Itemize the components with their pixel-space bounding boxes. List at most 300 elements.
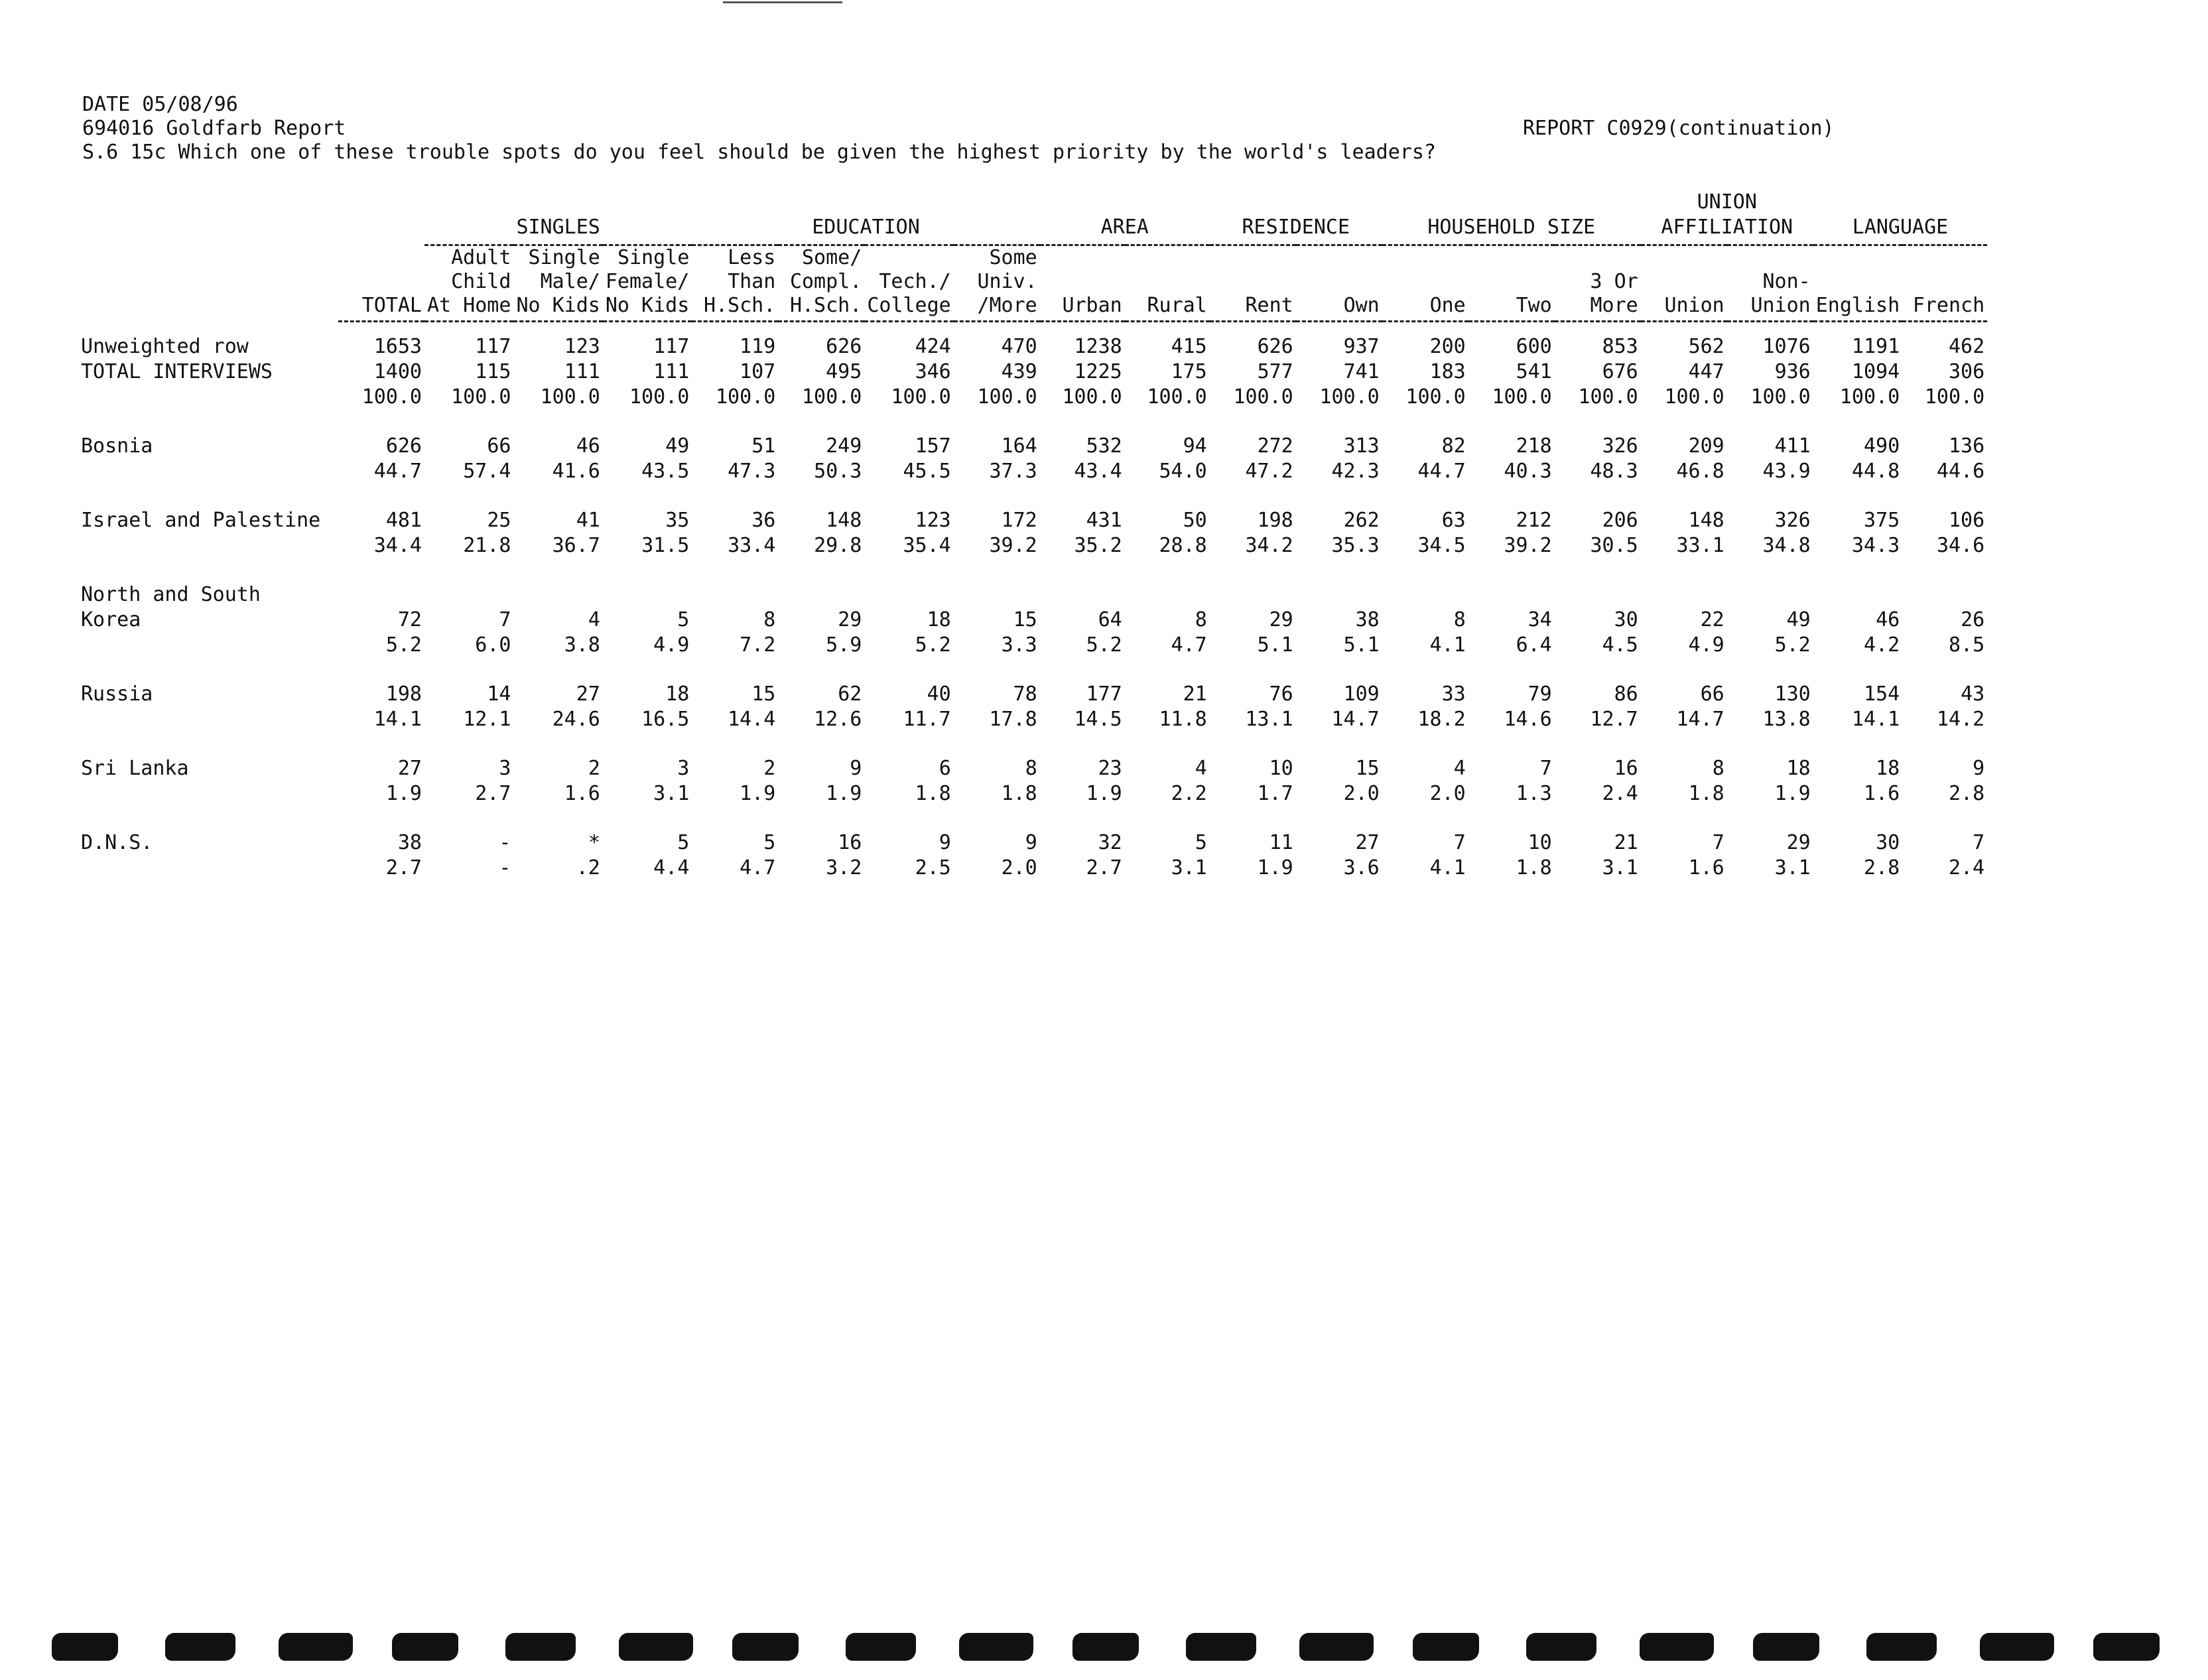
table-cell: 3.1 — [1602, 856, 1638, 879]
table-cell: 164 — [1001, 434, 1037, 458]
table-cell: 18 — [1786, 757, 1811, 780]
table-cell: 14.1 — [373, 708, 422, 731]
table-cell: 2.5 — [915, 856, 951, 879]
table-cell: 100.0 — [1839, 385, 1900, 409]
table-cell: 43.5 — [641, 460, 690, 483]
table-cell: 100.0 — [629, 385, 690, 409]
table-cell: 1.6 — [1864, 782, 1900, 805]
table-cell: 2.8 — [1864, 856, 1900, 879]
column-header-row — [78, 245, 1987, 322]
table-cell: 29.8 — [814, 534, 862, 557]
row-label: Sri Lanka — [81, 757, 189, 780]
table-cell: 8 — [1025, 757, 1037, 780]
table-cell: 123 — [564, 335, 600, 358]
table-cell: 47.2 — [1245, 460, 1293, 483]
table-cell: 7 — [1712, 831, 1724, 854]
table-cell: 1.8 — [1688, 782, 1724, 805]
table-cell: 30 — [1876, 831, 1900, 854]
table-cell: 23 — [1098, 757, 1122, 780]
report-title: 694016 Goldfarb Report — [82, 117, 346, 140]
table-cell: 3 — [499, 757, 511, 780]
table-cell: 4.7 — [740, 856, 776, 879]
table-cell: 94 — [1183, 434, 1207, 458]
table-cell: 1.8 — [915, 782, 951, 805]
row-label: North and South — [81, 583, 261, 606]
table-cell: 2 — [763, 757, 776, 780]
table-cell: 262 — [1343, 509, 1380, 532]
table-cell: 17.8 — [989, 708, 1037, 731]
table-cell: 2.7 — [475, 782, 511, 805]
table-cell: 431 — [1086, 509, 1122, 532]
table-cell: 106 — [1949, 509, 1985, 532]
table-cell: 326 — [1602, 434, 1638, 458]
table-cell: - — [499, 856, 511, 879]
table-cell: 100.0 — [1664, 385, 1724, 409]
column-group-header — [338, 190, 424, 245]
table-cell: 47.3 — [728, 460, 776, 483]
table-cell: 29 — [1786, 831, 1811, 854]
table-cell: 11 — [1269, 831, 1293, 854]
column-header: Less Than H.Sch. — [692, 245, 778, 322]
table-cell: 82 — [1441, 434, 1466, 458]
table-cell: 130 — [1774, 682, 1811, 706]
table-cell: 411 — [1774, 434, 1811, 458]
column-group-header: UNION AFFILIATION — [1641, 190, 1813, 245]
table-row — [78, 322, 1987, 360]
table-cell: - — [499, 831, 511, 854]
table-row — [78, 508, 1987, 533]
table-cell: 54.0 — [1159, 460, 1207, 483]
feed-hole-mark — [1866, 1633, 1937, 1661]
row-label — [78, 533, 338, 558]
table-cell: 1.9 — [385, 782, 422, 805]
table-cell: 33.1 — [1676, 534, 1724, 557]
table-cell: 1.9 — [1086, 782, 1122, 805]
table-cell: 415 — [1171, 335, 1207, 358]
table-cell: 4.4 — [653, 856, 690, 879]
table-cell: 57.4 — [463, 460, 511, 483]
table-cell: 34.2 — [1245, 534, 1293, 557]
table-cell: 100.0 — [451, 385, 511, 409]
table-cell: 8 — [763, 608, 776, 631]
table-cell: 18 — [1876, 757, 1900, 780]
feed-hole-mark — [1186, 1633, 1256, 1661]
table-cell: 212 — [1516, 509, 1552, 532]
table-cell: 853 — [1602, 335, 1638, 358]
table-cell: 7.2 — [740, 633, 776, 657]
table-cell: 1076 — [1762, 335, 1811, 358]
table-row — [78, 830, 1987, 856]
table-cell: 462 — [1949, 335, 1985, 358]
table-cell: 5.2 — [915, 633, 951, 657]
table-cell: 16.5 — [641, 708, 690, 731]
row-label — [78, 707, 338, 732]
column-header: Tech./ College — [864, 245, 953, 322]
column-group-header: SINGLES — [424, 190, 692, 245]
table-cell: 198 — [385, 682, 422, 706]
table-cell: 32 — [1098, 831, 1122, 854]
table-cell: 36 — [751, 509, 776, 532]
table-cell: 2.0 — [1429, 782, 1466, 805]
table-cell: 100.0 — [1750, 385, 1811, 409]
table-cell: 48.3 — [1590, 460, 1638, 483]
table-row — [78, 856, 1987, 881]
table-cell: 107 — [740, 360, 776, 383]
table-cell: 14.4 — [728, 708, 776, 731]
table-cell: 148 — [826, 509, 862, 532]
table-cell: 3 — [677, 757, 690, 780]
column-header: Urban — [1040, 245, 1125, 322]
table-cell: 100.0 — [1578, 385, 1638, 409]
column-group-header: LANGUAGE — [1813, 190, 1987, 245]
table-cell: 7 — [499, 608, 511, 631]
table-cell: 1653 — [373, 335, 422, 358]
table-cell: 100.0 — [891, 385, 951, 409]
feed-hole-mark — [846, 1633, 916, 1661]
table-cell: 50.3 — [814, 460, 862, 483]
table-cell: 2 — [588, 757, 600, 780]
table-cell: 1.9 — [1774, 782, 1811, 805]
table-cell: 3.3 — [1001, 633, 1037, 657]
table-cell: 38 — [1355, 608, 1380, 631]
table-cell: 7 — [1973, 831, 1985, 854]
row-label-header — [78, 245, 338, 322]
table-cell: 1.8 — [1516, 856, 1552, 879]
table-cell: 9 — [1025, 831, 1037, 854]
table-cell: 2.7 — [385, 856, 422, 879]
table-cell: 100.0 — [540, 385, 600, 409]
row-label: D.N.S. — [81, 831, 153, 854]
row-label-header — [78, 190, 338, 245]
table-cell: 313 — [1343, 434, 1380, 458]
table-cell: 2.8 — [1949, 782, 1985, 805]
table-cell: 44.7 — [1417, 460, 1466, 483]
table-cell: 26 — [1961, 608, 1985, 631]
table-cell: 119 — [740, 335, 776, 358]
table-cell: 5.1 — [1257, 633, 1293, 657]
column-header: Single Female/ No Kids — [603, 245, 692, 322]
table-cell: 13.8 — [1762, 708, 1811, 731]
table-cell: 34.4 — [373, 534, 422, 557]
feed-hole-mark — [1072, 1633, 1139, 1661]
table-cell: 43.4 — [1074, 460, 1122, 483]
table-cell: 44.6 — [1936, 460, 1985, 483]
table-cell: 13.1 — [1245, 708, 1293, 731]
table-cell: 2.2 — [1171, 782, 1207, 805]
table-cell: 35.3 — [1331, 534, 1380, 557]
column-group-header: EDUCATION — [692, 190, 1039, 245]
table-cell: 1238 — [1074, 335, 1122, 358]
table-cell: 481 — [385, 509, 422, 532]
table-cell: 14.2 — [1936, 708, 1985, 731]
table-cell: 14.5 — [1074, 708, 1122, 731]
table-cell: 626 — [385, 434, 422, 458]
table-cell: 11.7 — [903, 708, 951, 731]
table-cell: 16 — [838, 831, 862, 854]
table-cell: 626 — [826, 335, 862, 358]
table-cell: 46.8 — [1676, 460, 1724, 483]
table-cell: 100.0 — [1492, 385, 1552, 409]
table-cell: 62 — [838, 682, 862, 706]
row-label — [78, 459, 338, 484]
feed-hole-mark — [1526, 1633, 1596, 1661]
row-spacer — [78, 732, 1987, 756]
table-cell: 46 — [1876, 608, 1900, 631]
table-cell: 46 — [576, 434, 600, 458]
table-cell: 76 — [1269, 682, 1293, 706]
table-cell: 4.1 — [1429, 856, 1466, 879]
table-cell: 15 — [1355, 757, 1380, 780]
table-cell: 117 — [653, 335, 690, 358]
table-cell: 100.0 — [1924, 385, 1985, 409]
column-header: Two — [1468, 245, 1555, 322]
table-cell: 40 — [927, 682, 951, 706]
feed-hole-mark — [732, 1633, 799, 1661]
table-cell: 3.6 — [1343, 856, 1380, 879]
table-cell: 5 — [763, 831, 776, 854]
table-cell: 100.0 — [977, 385, 1037, 409]
column-group-header: HOUSEHOLD SIZE — [1382, 190, 1641, 245]
row-spacer — [78, 658, 1987, 682]
table-cell: 272 — [1257, 434, 1293, 458]
feed-hole-mark — [1980, 1633, 2054, 1661]
table-row — [78, 682, 1987, 707]
table-cell: 35.2 — [1074, 534, 1122, 557]
table-cell: 209 — [1688, 434, 1724, 458]
table-cell: 3.1 — [653, 782, 690, 805]
table-cell: 1.3 — [1516, 782, 1552, 805]
table-cell: 5.1 — [1343, 633, 1380, 657]
feed-hole-mark — [392, 1633, 458, 1661]
table-cell: 175 — [1171, 360, 1207, 383]
row-label: Israel and Palestine — [81, 509, 321, 532]
row-label — [78, 633, 338, 658]
row-spacer — [78, 484, 1987, 508]
row-label: Unweighted row — [81, 335, 249, 358]
table-cell: 439 — [1001, 360, 1037, 383]
table-cell: 33 — [1441, 682, 1466, 706]
table-cell: 21.8 — [463, 534, 511, 557]
table-cell: 7 — [1453, 831, 1466, 854]
table-cell: 8 — [1453, 608, 1466, 631]
table-cell: 18.2 — [1417, 708, 1466, 731]
table-cell: 18 — [665, 682, 690, 706]
table-cell: 5 — [1195, 831, 1207, 854]
table-cell: 111 — [564, 360, 600, 383]
table-cell: 34.3 — [1851, 534, 1900, 557]
feed-hole-mark — [52, 1633, 118, 1661]
table-cell: 4.2 — [1864, 633, 1900, 657]
table-cell: 24.6 — [552, 708, 600, 731]
table-cell: 157 — [915, 434, 951, 458]
column-header: TOTAL — [338, 245, 424, 322]
table-cell: 1.8 — [1001, 782, 1037, 805]
table-cell: * — [588, 831, 600, 854]
row-label: Korea — [81, 608, 141, 631]
column-header: English — [1813, 245, 1902, 322]
table-cell: 29 — [838, 608, 862, 631]
row-label: Russia — [81, 682, 153, 706]
table-cell: 21 — [1614, 831, 1638, 854]
table-cell: 6.0 — [475, 633, 511, 657]
table-cell: 100.0 — [1319, 385, 1380, 409]
table-cell: 115 — [475, 360, 511, 383]
table-cell: 78 — [1013, 682, 1037, 706]
table-cell: 2.0 — [1343, 782, 1380, 805]
scan-artifact-line — [723, 1, 842, 3]
table-cell: 4.1 — [1429, 633, 1466, 657]
table-cell: 4 — [1453, 757, 1466, 780]
table-cell: 3.1 — [1774, 856, 1811, 879]
table-cell: 15 — [1013, 608, 1037, 631]
table-cell: 4.9 — [653, 633, 690, 657]
table-cell: 2.0 — [1001, 856, 1037, 879]
survey-question: S.6 15c Which one of these trouble spots do you feel should be given the highest priority by the world's leaders? — [82, 141, 1436, 164]
table-cell: 249 — [826, 434, 862, 458]
table-cell: 51 — [751, 434, 776, 458]
table-cell: 100.0 — [802, 385, 862, 409]
table-cell: 27 — [397, 757, 422, 780]
column-group-row — [78, 190, 1987, 245]
table-cell: 38 — [397, 831, 422, 854]
column-header: 3 Or More — [1555, 245, 1641, 322]
table-cell: 1094 — [1851, 360, 1900, 383]
table-cell: 9 — [1973, 757, 1985, 780]
column-header: French — [1902, 245, 1987, 322]
table-cell: 29 — [1269, 608, 1293, 631]
table-cell: 4 — [588, 608, 600, 631]
table-cell: 44.8 — [1851, 460, 1900, 483]
table-cell: 100.0 — [716, 385, 776, 409]
table-cell: 1.9 — [740, 782, 776, 805]
column-header: Rural — [1125, 245, 1210, 322]
table-cell: 11.8 — [1159, 708, 1207, 731]
table-cell: 72 — [397, 608, 422, 631]
table-cell: 27 — [576, 682, 600, 706]
table-cell: 49 — [665, 434, 690, 458]
table-cell: 5.2 — [1774, 633, 1811, 657]
table-cell: 5 — [677, 608, 690, 631]
table-row — [78, 459, 1987, 484]
table-cell: 4.5 — [1602, 633, 1638, 657]
feed-hole-mark — [1413, 1633, 1479, 1661]
column-header: One — [1382, 245, 1468, 322]
table-row — [78, 756, 1987, 781]
table-cell: 40.3 — [1504, 460, 1552, 483]
table-cell: 5.9 — [826, 633, 862, 657]
table-cell: 18 — [927, 608, 951, 631]
table-cell: 43.9 — [1762, 460, 1811, 483]
table-cell: 63 — [1441, 509, 1466, 532]
table-row — [78, 608, 1987, 633]
column-header: Adult Child At Home — [424, 245, 513, 322]
feed-hole-mark — [165, 1633, 235, 1661]
table-cell: 177 — [1086, 682, 1122, 706]
table-cell: 346 — [915, 360, 951, 383]
row-label — [78, 856, 338, 881]
table-cell: 43 — [1961, 682, 1985, 706]
table-cell: 27 — [1355, 831, 1380, 854]
table-cell: 136 — [1949, 434, 1985, 458]
table-cell: 39.2 — [989, 534, 1037, 557]
column-group-header: AREA — [1040, 190, 1210, 245]
table-cell: 100.0 — [1147, 385, 1207, 409]
table-cell: 25 — [487, 509, 511, 532]
table-cell: 2.4 — [1602, 782, 1638, 805]
table-cell: 34.5 — [1417, 534, 1466, 557]
table-cell: 14.7 — [1331, 708, 1380, 731]
table-cell: 532 — [1086, 434, 1122, 458]
table-cell: 424 — [915, 335, 951, 358]
table-cell: 148 — [1688, 509, 1724, 532]
table-cell: 39.2 — [1504, 534, 1552, 557]
table-cell: 50 — [1183, 509, 1207, 532]
table-cell: 5.2 — [385, 633, 422, 657]
table-cell: 6.4 — [1516, 633, 1552, 657]
feed-hole-mark — [279, 1633, 353, 1661]
feed-hole-mark — [1299, 1633, 1374, 1661]
table-cell: 447 — [1688, 360, 1724, 383]
table-cell: 45.5 — [903, 460, 951, 483]
table-cell: 626 — [1257, 335, 1293, 358]
table-cell: 44.7 — [373, 460, 422, 483]
column-header: Single Male/ No Kids — [513, 245, 602, 322]
table-cell: 218 — [1516, 434, 1552, 458]
table-cell: 1225 — [1074, 360, 1122, 383]
table-cell: 4.7 — [1171, 633, 1207, 657]
table-cell: 66 — [487, 434, 511, 458]
table-cell: 470 — [1001, 335, 1037, 358]
row-spacer — [78, 558, 1987, 582]
table-cell: 31.5 — [641, 534, 690, 557]
feed-hole-mark — [505, 1633, 576, 1661]
feed-hole-mark — [619, 1633, 693, 1661]
table-cell: 12.1 — [463, 708, 511, 731]
table-cell: 183 — [1429, 360, 1466, 383]
table-cell: 741 — [1343, 360, 1380, 383]
table-cell: 15 — [751, 682, 776, 706]
table-cell: 1400 — [373, 360, 422, 383]
table-cell: 9 — [939, 831, 951, 854]
table-cell: 100.0 — [361, 385, 422, 409]
table-cell: 1.6 — [564, 782, 600, 805]
table-cell: 28.8 — [1159, 534, 1207, 557]
report-code: REPORT C0929(continuation) — [1523, 117, 1835, 140]
column-header: Some/ Compl. H.Sch. — [778, 245, 864, 322]
table-cell: 936 — [1774, 360, 1811, 383]
row-label: Bosnia — [81, 434, 153, 458]
table-cell: 33.4 — [728, 534, 776, 557]
crosstab-table — [78, 190, 1987, 881]
table-cell: 10 — [1527, 831, 1552, 854]
table-cell: 306 — [1949, 360, 1985, 383]
table-cell: 198 — [1257, 509, 1293, 532]
feed-hole-mark — [2093, 1633, 2160, 1661]
table-cell: 66 — [1700, 682, 1724, 706]
table-cell: 64 — [1098, 608, 1122, 631]
table-cell: 1.7 — [1257, 782, 1293, 805]
table-row — [78, 707, 1987, 732]
table-cell: 14 — [487, 682, 511, 706]
feed-hole-mark — [959, 1633, 1033, 1661]
row-spacer — [78, 807, 1987, 830]
table-row — [78, 434, 1987, 459]
table-cell: 600 — [1516, 335, 1552, 358]
table-cell: 172 — [1001, 509, 1037, 532]
table-cell: 3.8 — [564, 633, 600, 657]
report-date: DATE 05/08/96 — [82, 93, 238, 116]
table-cell: 36.7 — [552, 534, 600, 557]
